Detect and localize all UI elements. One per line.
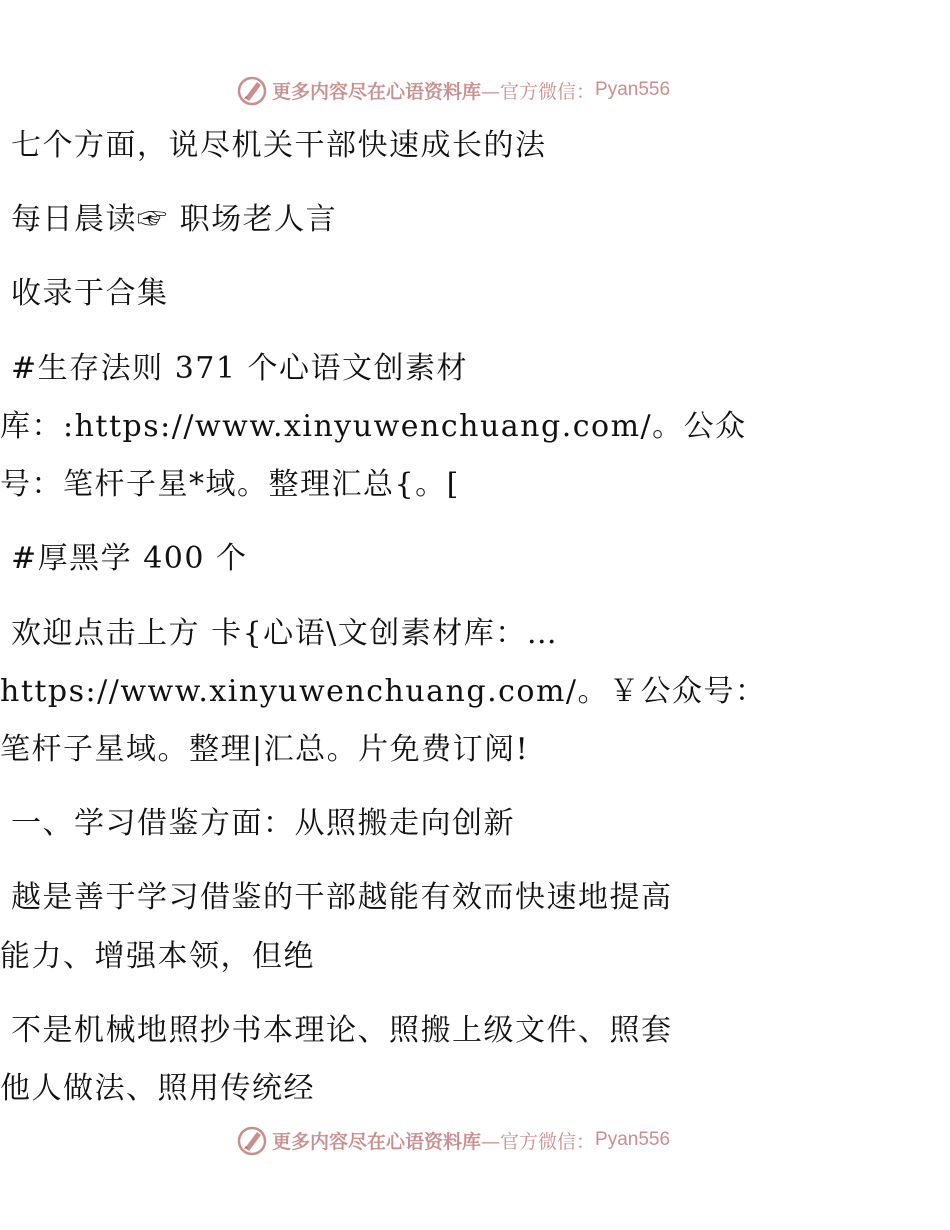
text-line: 不是机械地照抄书本理论、照搬上级文件、照套: [0, 1013, 673, 1048]
text-line: 收录于合集: [0, 276, 169, 311]
text-line: 能力、增强本领，但绝: [0, 939, 315, 974]
text-line: #厚黑学 400 个: [0, 541, 248, 576]
pen-logo-icon: [236, 74, 268, 106]
text-line: 库：:https://www.xinyuwenchuang.com/。公众: [0, 409, 747, 444]
text-line: 欢迎点击上方 卡{心语\文创素材库：…: [0, 616, 559, 651]
footer-watermark: [236, 1123, 670, 1157]
text-line: 他人做法、照用传统经: [0, 1071, 315, 1106]
pen-logo-icon: [236, 1124, 268, 1156]
watermark-label-text: —官方微信：: [481, 80, 596, 103]
watermark-site-text: 更多内容尽在心语资料库: [272, 80, 482, 103]
text-line: 每日晨读☞ 职场老人言: [0, 202, 338, 237]
article-title: 七个方面，说尽机关干部快速成长的法: [0, 128, 547, 163]
text-line: 号：笔杆子星*域。整理汇总{。[: [0, 467, 460, 502]
section-heading: 一、学习借鉴方面：从照搬走向创新: [0, 806, 516, 841]
text-line: 越是善于学习借鉴的干部越能有效而快速地提高: [0, 880, 673, 915]
watermark-wechat-id: Pyan556: [595, 1129, 671, 1150]
header-watermark: [236, 73, 670, 107]
watermark-wechat-id: Pyan556: [595, 79, 671, 100]
text-line: #生存法则 371 个心语文创素材: [0, 351, 469, 386]
text-line: https://www.xinyuwenchuang.com/。￥公众号：: [0, 674, 767, 709]
watermark-label-text: —官方微信：: [481, 1130, 596, 1153]
text-line: 笔杆子星域。整理|汇总。片免费订阅!: [0, 732, 530, 767]
watermark-site-text: 更多内容尽在心语资料库: [272, 1130, 482, 1153]
